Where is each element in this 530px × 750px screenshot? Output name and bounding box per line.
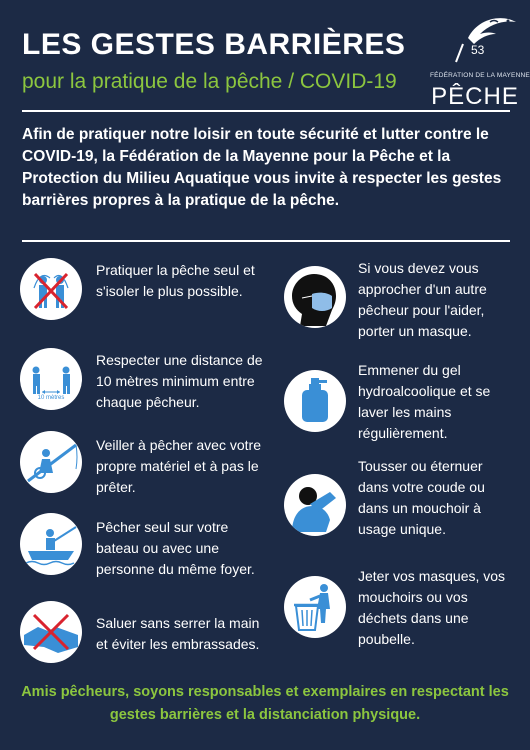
footer-message: Amis pêcheurs, soyons responsables et exemplaires en respectant les gestes barrières et la distanciation physique. (21, 684, 509, 723)
item-text: Pratiquer la pêche seul et s'isoler le plus possible. (96, 262, 255, 299)
item-text: Respecter une distance de 10 mètres minimum entre chaque pêcheur. (96, 352, 263, 410)
item-text: Pêcher seul sur votre bateau ou avec une personne du même foyer. (96, 519, 255, 577)
cough-elbow-icon (284, 474, 346, 536)
item-text: Emmener du gel hydroalcoolique et se laver les mains régulièrement. (358, 362, 491, 441)
logo-federation-label: FÉDÉRATION DE LA MAYENNE (430, 72, 530, 79)
no-handshake-icon (20, 601, 82, 663)
item-text: Si vous devez vous approcher d'un autre pêcheur pour l'aider, porter un masque. (358, 260, 487, 339)
divider-top (22, 110, 510, 112)
federation-logo (430, 10, 530, 110)
distance-label: 10 mètres (37, 395, 65, 401)
hand-gel-icon (284, 370, 346, 432)
item-text: Veiller à pêcher avec votre propre matériel et à pas le prêter. (96, 437, 261, 495)
trash-bin-icon (284, 576, 346, 638)
divider-middle (22, 240, 510, 242)
poster-title: LES GESTES BARRIÈRES (22, 28, 406, 61)
boat-icon (20, 513, 82, 575)
poster-subtitle: pour la pratique de la pêche / COVID-19 (22, 70, 397, 93)
no-group-fishing-icon (20, 258, 82, 320)
mask-icon (284, 266, 346, 328)
intro-paragraph: Afin de pratiquer notre loisir en toute sécurité et lutter contre le COVID-19, la Fédération de la Mayenne pour la Pêche et la Protection du Milieu Aquatique vous invite à respecter les gestes barrières propres à la pratique de la pêche. (22, 126, 502, 209)
own-equipment-icon (20, 431, 82, 493)
item-text: Tousser ou éternuer dans votre coude ou dans un mouchoir à usage unique. (358, 458, 485, 537)
item-text: Saluer sans serrer la main et éviter les embrassades. (96, 615, 260, 652)
fish-logo-icon (430, 10, 520, 72)
logo-name: PÊCHE (431, 83, 519, 110)
item-text: Jeter vos masques, vos mouchoirs ou vos déchets dans une poubelle. (358, 568, 506, 647)
distance-icon (20, 348, 82, 410)
logo-number: 53 (471, 43, 485, 57)
